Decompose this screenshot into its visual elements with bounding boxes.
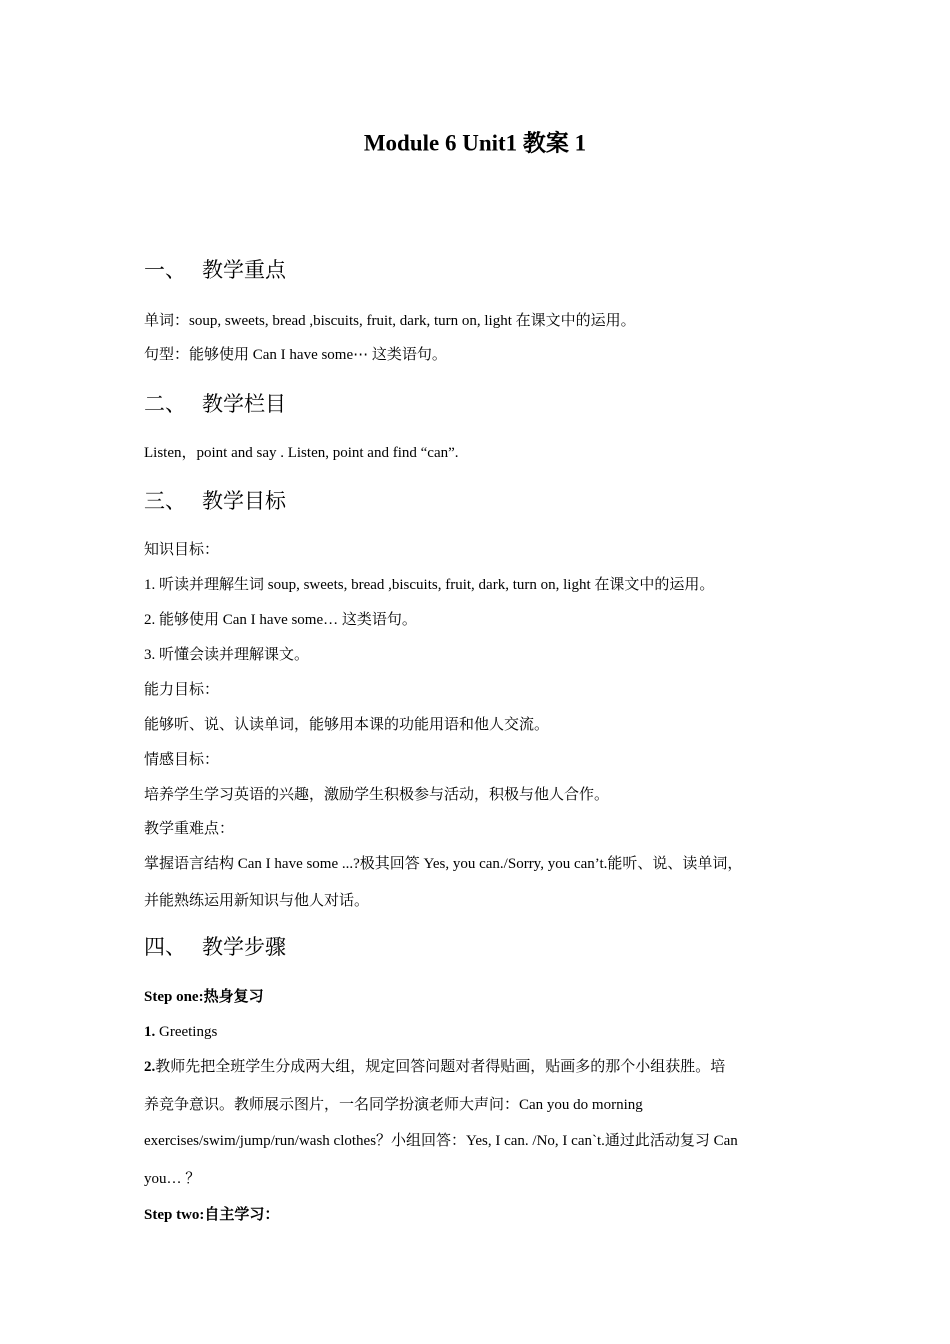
section-title: 教学栏目 bbox=[202, 392, 286, 416]
greetings-line bbox=[144, 1022, 217, 1042]
page-title: Module 6 Unit1 教案 1 bbox=[363, 130, 587, 156]
ability-text: 能够听、说、认读单词，能够用本课的功能用语和他人交流。 bbox=[144, 717, 550, 733]
emotion-text: 培养学生学习英语的兴趣，激励学生积极参与活动，积极与他人合作。 bbox=[144, 787, 610, 803]
activity-line-4: you… ？ bbox=[144, 1171, 201, 1187]
section-heading-1 bbox=[144, 256, 286, 284]
sentence-pattern-line: 句型：能够使用 Can I have some⋯ 这类语句。 bbox=[144, 347, 447, 363]
activity-line-1 bbox=[144, 1057, 725, 1077]
knowledge-label: 知识目标： bbox=[144, 542, 220, 558]
key-points-label: 教学重难点： bbox=[144, 821, 235, 837]
section-number: 二、 bbox=[144, 392, 186, 416]
ability-label: 能力目标： bbox=[144, 682, 220, 698]
knowledge-item-1: 1. 听读并理解生词 soup, sweets, bread ,biscuits, fruit, dark, turn on, light 在课文中的运用。 bbox=[144, 577, 715, 593]
section-heading-2 bbox=[144, 390, 286, 418]
vocabulary-line: 单词：soup, sweets, bread ,biscuits, fruit, dark, turn on, light 在课文中的运用。 bbox=[144, 313, 636, 329]
section-number: 一、 bbox=[144, 258, 186, 282]
key-points-line-2: 并能熟练运用新知识与他人对话。 bbox=[144, 893, 370, 909]
section-number: 四、 bbox=[144, 935, 186, 959]
section-heading-4 bbox=[144, 933, 286, 961]
step-two-heading: Step two:自主学习： bbox=[144, 1207, 280, 1223]
emotion-label: 情感目标： bbox=[144, 752, 220, 768]
section-title: 教学步骤 bbox=[202, 935, 286, 959]
item-text: 教师先把全班学生分成两大组，规定回答问题对者得贴画，贴画多的那个小组获胜。培 bbox=[155, 1059, 726, 1075]
knowledge-item-2: 2. 能够使用 Can I have some… 这类语句。 bbox=[144, 612, 417, 628]
section-title: 教学重点 bbox=[202, 258, 286, 282]
activity-line-2: 养竞争意识。教师展示图片，一名同学扮演老师大声问：Can you do morning bbox=[144, 1097, 643, 1113]
item-number: 2. bbox=[144, 1059, 156, 1075]
columns-line: Listen，point and say . Listen, point and find “can”. bbox=[144, 445, 459, 461]
item-text: Greetings bbox=[155, 1024, 218, 1040]
section-heading-3 bbox=[144, 487, 286, 515]
step-one-heading: Step one:热身复习 bbox=[144, 989, 264, 1005]
activity-line-3: exercises/swim/jump/run/wash clothes？小组回答：Yes, I can. /No, I can`t.通过此活动复习 Can bbox=[144, 1133, 738, 1149]
knowledge-item-3: 3. 听懂会读并理解课文。 bbox=[144, 647, 310, 663]
section-title: 教学目标 bbox=[202, 489, 286, 513]
key-points-line-1: 掌握语言结构 Can I have some ...?极其回答 Yes, you can./Sorry, you can’t.能听、说、读单词， bbox=[144, 856, 743, 872]
item-number: 1. bbox=[144, 1024, 156, 1040]
section-number: 三、 bbox=[144, 489, 186, 513]
